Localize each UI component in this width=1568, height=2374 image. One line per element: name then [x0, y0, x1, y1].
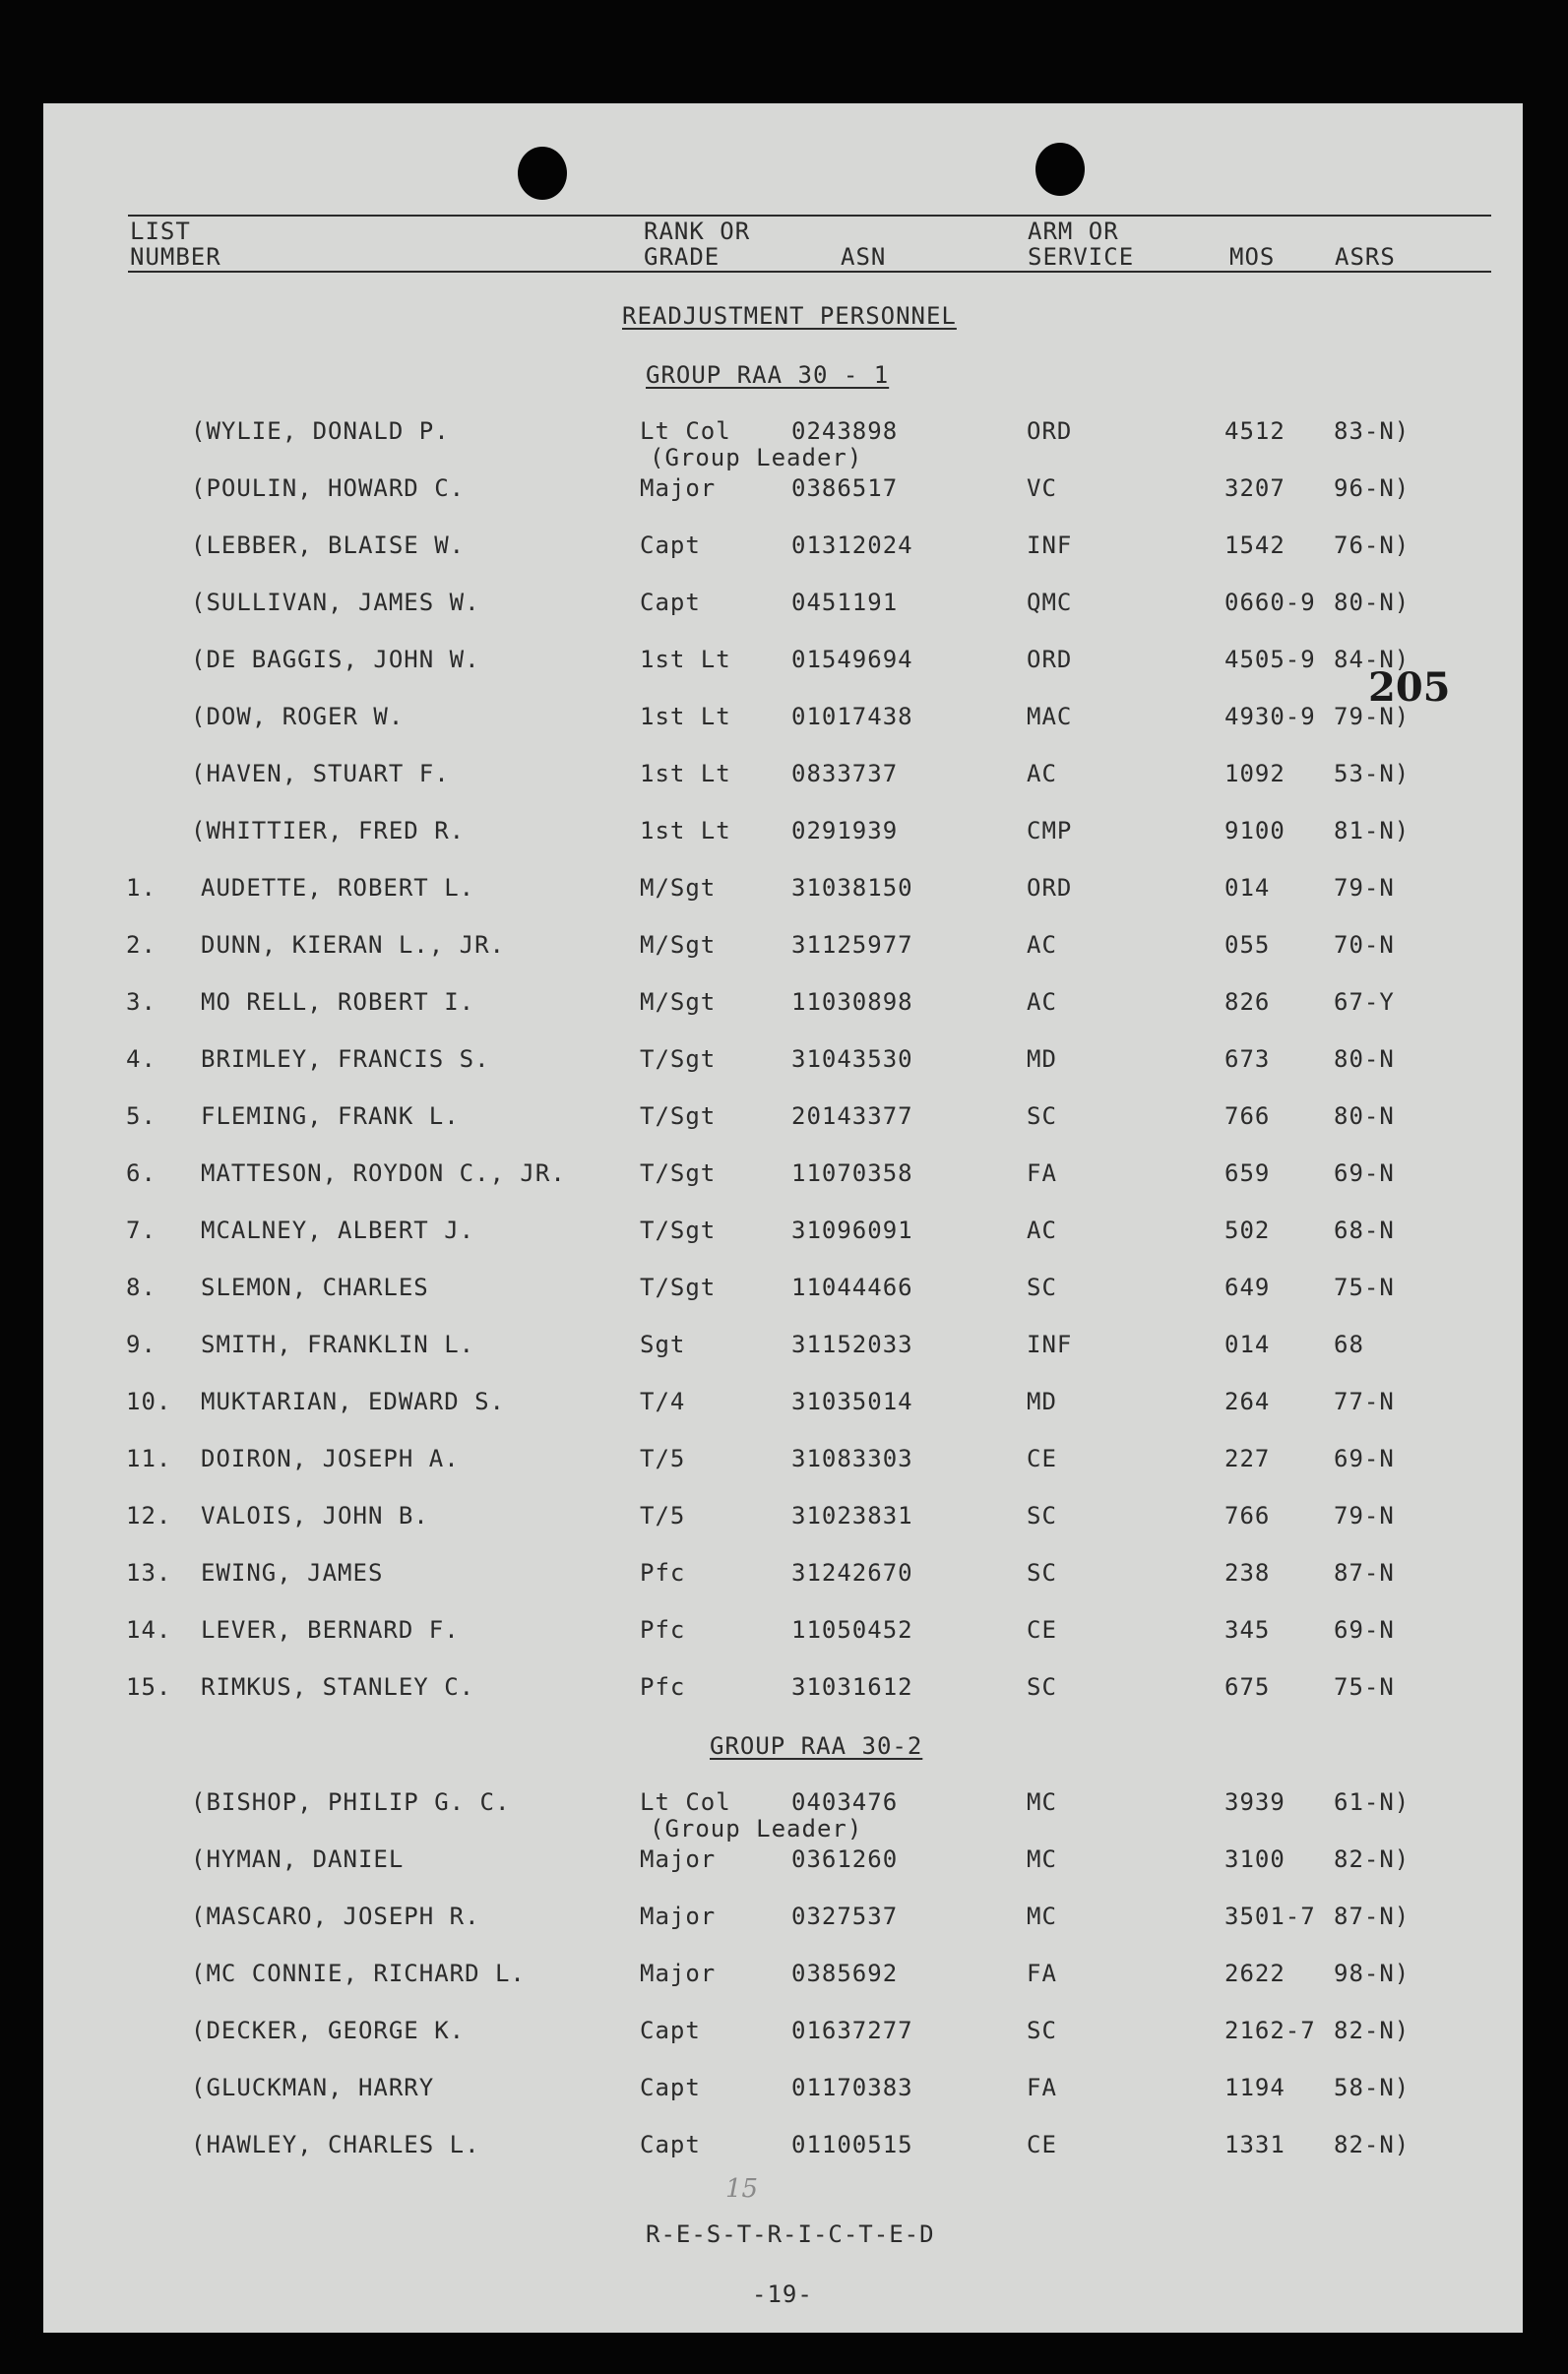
row-asrs: 76-N) [1334, 531, 1411, 559]
row-name: VALOIS, JOHN B. [201, 1502, 429, 1530]
group-heading: GROUP RAA 30 - 1 [646, 361, 890, 389]
row-mos: 1092 [1224, 760, 1286, 787]
row-list-number: 1. [126, 874, 157, 902]
row-asrs: 69-N [1334, 1616, 1395, 1644]
row-name: SMITH, FRANKLIN L. [201, 1331, 475, 1358]
row-name: (HYMAN, DANIEL [191, 1845, 405, 1873]
row-arm-service: SC [1027, 1559, 1057, 1587]
row-name: RIMKUS, STANLEY C. [201, 1673, 475, 1701]
row-name: LEVER, BERNARD F. [201, 1616, 460, 1644]
row-name: (POULIN, HOWARD C. [191, 474, 466, 502]
punch-hole-right [1035, 143, 1085, 196]
row-asrs: 67-Y [1334, 988, 1395, 1016]
row-name: FLEMING, FRANK L. [201, 1102, 460, 1130]
row-asrs: 96-N) [1334, 474, 1411, 502]
row-arm-service: VC [1027, 474, 1057, 502]
row-asn: 0403476 [791, 1788, 899, 1816]
row-asn: 01637277 [791, 2017, 913, 2044]
row-rank: 1st Lt [640, 817, 731, 844]
row-mos: 766 [1224, 1102, 1271, 1130]
row-arm-service: FA [1027, 2074, 1057, 2101]
row-list-number: 12. [126, 1502, 172, 1530]
row-arm-service: ORD [1027, 646, 1073, 673]
row-rank: Pfc [640, 1616, 686, 1644]
row-list-number: 8. [126, 1274, 157, 1301]
row-mos: 4930-9 [1224, 703, 1316, 730]
page-number: -19- [752, 2280, 813, 2308]
row-arm-service: QMC [1027, 589, 1073, 616]
row-asn: 01312024 [791, 531, 913, 559]
row-name: MO RELL, ROBERT I. [201, 988, 475, 1016]
row-arm-service: CMP [1027, 817, 1073, 844]
row-rank: Capt [640, 2131, 701, 2158]
row-asn: 11050452 [791, 1616, 913, 1644]
row-mos: 675 [1224, 1673, 1271, 1701]
row-asn: 31242670 [791, 1559, 913, 1587]
row-asrs: 98-N) [1334, 1960, 1411, 1987]
row-rank: M/Sgt [640, 874, 717, 902]
row-rank: T/Sgt [640, 1159, 717, 1187]
row-mos: 649 [1224, 1274, 1271, 1301]
group-heading: GROUP RAA 30-2 [710, 1732, 923, 1760]
row-list-number: 4. [126, 1045, 157, 1073]
row-asn: 01017438 [791, 703, 913, 730]
row-mos: 3939 [1224, 1788, 1286, 1816]
row-asn: 20143377 [791, 1102, 913, 1130]
row-rank: 1st Lt [640, 646, 731, 673]
row-arm-service: CE [1027, 2131, 1057, 2158]
row-asrs: 53-N) [1334, 760, 1411, 787]
pencil-mark: 15 [725, 2174, 759, 2204]
row-arm-service: AC [1027, 1217, 1057, 1244]
row-rank: Pfc [640, 1559, 686, 1587]
row-asrs: 79-N) [1334, 703, 1411, 730]
row-rank: 1st Lt [640, 760, 731, 787]
row-rank: M/Sgt [640, 988, 717, 1016]
row-arm-service: FA [1027, 1159, 1057, 1187]
row-mos: 1194 [1224, 2074, 1286, 2101]
row-arm-service: FA [1027, 1960, 1057, 1987]
row-mos: 264 [1224, 1388, 1271, 1415]
row-asrs: 80-N [1334, 1102, 1395, 1130]
row-asrs: 75-N [1334, 1673, 1395, 1701]
row-name: (HAWLEY, CHARLES L. [191, 2131, 480, 2158]
row-arm-service: SC [1027, 1274, 1057, 1301]
row-arm-service: MD [1027, 1045, 1057, 1073]
row-asn: 0327537 [791, 1903, 899, 1930]
row-name: DUNN, KIERAN L., JR. [201, 931, 505, 959]
row-asn: 31125977 [791, 931, 913, 959]
row-asn: 01170383 [791, 2074, 913, 2101]
document-page [43, 103, 1523, 2333]
row-asn: 0361260 [791, 1845, 899, 1873]
row-asn: 0291939 [791, 817, 899, 844]
row-rank: T/Sgt [640, 1102, 717, 1130]
row-mos: 766 [1224, 1502, 1271, 1530]
header-mos: MOS [1229, 243, 1276, 271]
row-asn: 11070358 [791, 1159, 913, 1187]
row-group-leader-note: (Group Leader) [650, 1815, 863, 1843]
row-arm-service: SC [1027, 1673, 1057, 1701]
row-asrs: 83-N) [1334, 417, 1411, 445]
header-list-number: LIST NUMBER [130, 218, 221, 271]
row-asrs: 82-N) [1334, 2131, 1411, 2158]
row-name: DOIRON, JOSEPH A. [201, 1445, 460, 1472]
row-mos: 3207 [1224, 474, 1286, 502]
row-name: (DE BAGGIS, JOHN W. [191, 646, 480, 673]
page-stamp-number: 205 [1368, 664, 1451, 711]
row-asn: 11044466 [791, 1274, 913, 1301]
row-rank: Major [640, 474, 717, 502]
row-asn: 0833737 [791, 760, 899, 787]
restricted-label: R-E-S-T-R-I-C-T-E-D [646, 2220, 935, 2248]
row-name: (WYLIE, DONALD P. [191, 417, 450, 445]
row-arm-service: MC [1027, 1788, 1057, 1816]
row-asrs: 79-N [1334, 1502, 1395, 1530]
row-name: (WHITTIER, FRED R. [191, 817, 466, 844]
header-asrs: ASRS [1335, 243, 1396, 271]
row-list-number: 3. [126, 988, 157, 1016]
row-asrs: 58-N) [1334, 2074, 1411, 2101]
row-mos: 9100 [1224, 817, 1286, 844]
row-arm-service: MD [1027, 1388, 1057, 1415]
row-arm-service: INF [1027, 1331, 1073, 1358]
row-mos: 2162-7 [1224, 2017, 1316, 2044]
row-name: (SULLIVAN, JAMES W. [191, 589, 480, 616]
row-asrs: 82-N) [1334, 2017, 1411, 2044]
row-rank: T/Sgt [640, 1045, 717, 1073]
row-name: (MC CONNIE, RICHARD L. [191, 1960, 526, 1987]
row-asn: 0386517 [791, 474, 899, 502]
row-rank: T/4 [640, 1388, 686, 1415]
row-rank: M/Sgt [640, 931, 717, 959]
row-list-number: 14. [126, 1616, 172, 1644]
row-name: (GLUCKMAN, HARRY [191, 2074, 435, 2101]
row-asrs: 81-N) [1334, 817, 1411, 844]
row-rank: T/Sgt [640, 1217, 717, 1244]
row-mos: 3501-7 [1224, 1903, 1316, 1930]
row-rank: Capt [640, 589, 701, 616]
row-arm-service: CE [1027, 1445, 1057, 1472]
row-list-number: 2. [126, 931, 157, 959]
row-mos: 014 [1224, 1331, 1271, 1358]
row-list-number: 10. [126, 1388, 172, 1415]
row-name: (DOW, ROGER W. [191, 703, 405, 730]
row-rank: Major [640, 1845, 717, 1873]
row-arm-service: ORD [1027, 874, 1073, 902]
row-mos: 2622 [1224, 1960, 1286, 1987]
row-asn: 0243898 [791, 417, 899, 445]
row-arm-service: CE [1027, 1616, 1057, 1644]
row-list-number: 5. [126, 1102, 157, 1130]
row-rank: Pfc [640, 1673, 686, 1701]
row-arm-service: MAC [1027, 703, 1073, 730]
row-asrs: 84-N) [1334, 646, 1411, 673]
row-mos: 1331 [1224, 2131, 1286, 2158]
row-asrs: 87-N) [1334, 1903, 1411, 1930]
row-name: (HAVEN, STUART F. [191, 760, 450, 787]
row-mos: 659 [1224, 1159, 1271, 1187]
row-name: MCALNEY, ALBERT J. [201, 1217, 475, 1244]
row-rank: T/5 [640, 1445, 686, 1472]
row-mos: 345 [1224, 1616, 1271, 1644]
row-name: (DECKER, GEORGE K. [191, 2017, 466, 2044]
row-list-number: 11. [126, 1445, 172, 1472]
row-name: SLEMON, CHARLES [201, 1274, 429, 1301]
row-arm-service: AC [1027, 760, 1057, 787]
row-asrs: 70-N [1334, 931, 1395, 959]
row-name: MATTESON, ROYDON C., JR. [201, 1159, 566, 1187]
row-asn: 31152033 [791, 1331, 913, 1358]
row-rank: Capt [640, 531, 701, 559]
row-asrs: 87-N [1334, 1559, 1395, 1587]
row-asrs: 75-N [1334, 1274, 1395, 1301]
row-asn: 0451191 [791, 589, 899, 616]
row-asrs: 68 [1334, 1331, 1364, 1358]
row-mos: 227 [1224, 1445, 1271, 1472]
row-arm-service: ORD [1027, 417, 1073, 445]
row-name: (BISHOP, PHILIP G. C. [191, 1788, 511, 1816]
row-asn: 01549694 [791, 646, 913, 673]
row-arm-service: SC [1027, 1102, 1057, 1130]
row-asn: 11030898 [791, 988, 913, 1016]
row-name: MUKTARIAN, EDWARD S. [201, 1388, 505, 1415]
row-rank: Major [640, 1960, 717, 1987]
row-list-number: 15. [126, 1673, 172, 1701]
row-rank: T/5 [640, 1502, 686, 1530]
row-name: (LEBBER, BLAISE W. [191, 531, 466, 559]
row-asn: 0385692 [791, 1960, 899, 1987]
row-mos: 238 [1224, 1559, 1271, 1587]
row-name: AUDETTE, ROBERT L. [201, 874, 475, 902]
row-arm-service: AC [1027, 931, 1057, 959]
row-asn: 31096091 [791, 1217, 913, 1244]
row-asrs: 61-N) [1334, 1788, 1411, 1816]
row-rank: Major [640, 1903, 717, 1930]
row-mos: 3100 [1224, 1845, 1286, 1873]
row-asrs: 69-N [1334, 1445, 1395, 1472]
header-asn: ASN [841, 243, 887, 271]
row-rank: Lt Col [640, 1788, 731, 1816]
row-list-number: 13. [126, 1559, 172, 1587]
row-rank: 1st Lt [640, 703, 731, 730]
row-group-leader-note: (Group Leader) [650, 444, 863, 471]
row-arm-service: AC [1027, 988, 1057, 1016]
header-bottom-rule [128, 271, 1491, 273]
row-asn: 31038150 [791, 874, 913, 902]
row-asrs: 68-N [1334, 1217, 1395, 1244]
row-asn: 31023831 [791, 1502, 913, 1530]
row-asrs: 82-N) [1334, 1845, 1411, 1873]
row-mos: 014 [1224, 874, 1271, 902]
row-mos: 502 [1224, 1217, 1271, 1244]
row-asn: 31043530 [791, 1045, 913, 1073]
row-asrs: 79-N [1334, 874, 1395, 902]
row-rank: Lt Col [640, 417, 731, 445]
row-mos: 4505-9 [1224, 646, 1316, 673]
row-arm-service: MC [1027, 1845, 1057, 1873]
row-mos: 826 [1224, 988, 1271, 1016]
row-name: (MASCARO, JOSEPH R. [191, 1903, 480, 1930]
row-mos: 673 [1224, 1045, 1271, 1073]
row-mos: 4512 [1224, 417, 1286, 445]
row-arm-service: SC [1027, 2017, 1057, 2044]
row-rank: Sgt [640, 1331, 686, 1358]
row-asn: 31035014 [791, 1388, 913, 1415]
row-asrs: 80-N) [1334, 589, 1411, 616]
row-rank: T/Sgt [640, 1274, 717, 1301]
row-mos: 1542 [1224, 531, 1286, 559]
row-list-number: 9. [126, 1331, 157, 1358]
row-mos: 055 [1224, 931, 1271, 959]
row-list-number: 7. [126, 1217, 157, 1244]
document-title: READJUSTMENT PERSONNEL [622, 302, 957, 330]
row-asrs: 77-N [1334, 1388, 1395, 1415]
row-mos: 0660-9 [1224, 589, 1316, 616]
row-asrs: 80-N [1334, 1045, 1395, 1073]
row-arm-service: INF [1027, 531, 1073, 559]
header-top-rule [128, 215, 1491, 217]
row-asn: 31031612 [791, 1673, 913, 1701]
row-asn: 31083303 [791, 1445, 913, 1472]
row-arm-service: SC [1027, 1502, 1057, 1530]
row-arm-service: MC [1027, 1903, 1057, 1930]
row-rank: Capt [640, 2017, 701, 2044]
row-list-number: 6. [126, 1159, 157, 1187]
row-rank: Capt [640, 2074, 701, 2101]
row-name: EWING, JAMES [201, 1559, 384, 1587]
header-rank-or-grade: RANK OR GRADE [644, 218, 751, 271]
header-arm-or-service: ARM OR SERVICE [1028, 218, 1135, 271]
row-asn: 01100515 [791, 2131, 913, 2158]
row-asrs: 69-N [1334, 1159, 1395, 1187]
punch-hole-left [518, 147, 567, 200]
row-name: BRIMLEY, FRANCIS S. [201, 1045, 490, 1073]
